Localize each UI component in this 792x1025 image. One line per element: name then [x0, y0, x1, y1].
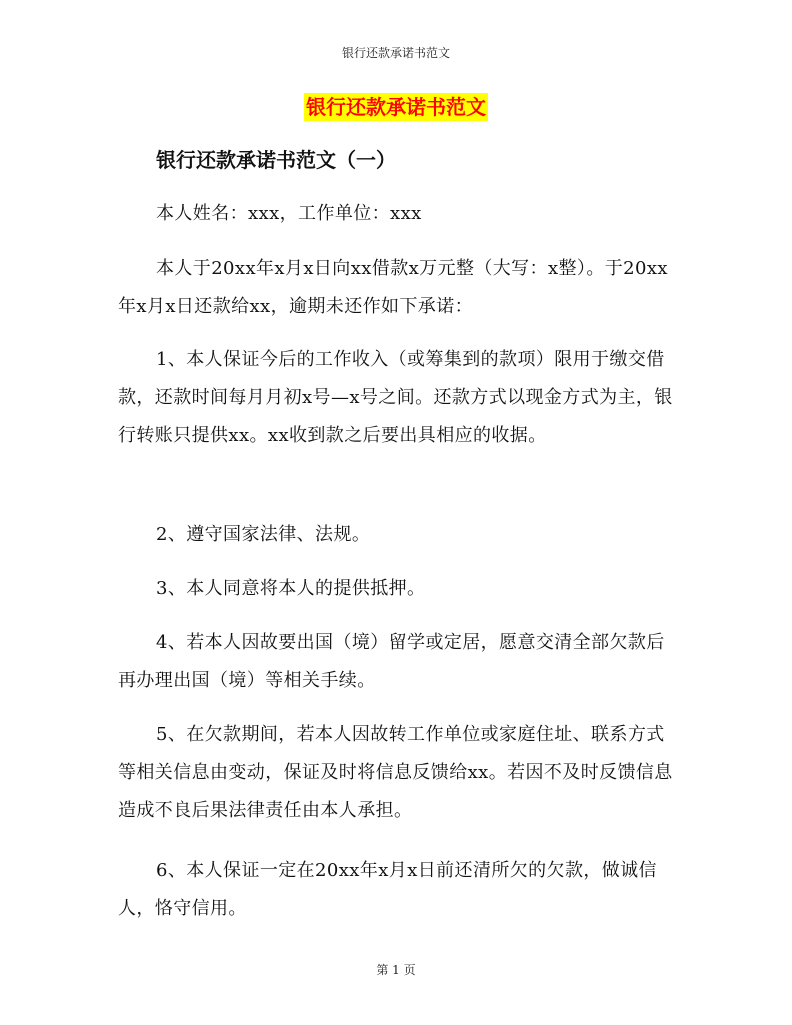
paragraph-text: 6、本人保证一定在20xx年x月x日前还清所欠的欠款，做诚信人，恪守信用。 [118, 860, 657, 919]
paragraph-item-6 [118, 852, 674, 928]
paragraph-item-3 [118, 570, 674, 608]
paragraph-text: 5、在欠款期间，若本人因故转工作单位或家庭住址、联系方式等相关信息由变动，保证及时将信息反馈给xx。若因不及时反馈信息造成不良后果法律责任由本人承担。 [118, 724, 673, 821]
paragraph-text: 2、遵守国家法律、法规。 [156, 524, 371, 545]
paragraph-loan-statement [118, 250, 674, 326]
page-number: 第 1 页 [376, 963, 416, 977]
paragraph-text: 4、若本人因故要出国（境）留学或定居，愿意交清全部欠款后再办理出国（境）等相关手续。 [118, 632, 665, 691]
paragraph-item-5 [118, 716, 674, 830]
paragraph-item-1 [118, 341, 674, 455]
paragraph-item-4 [118, 624, 674, 700]
running-header: 银行还款承诺书范文 [341, 46, 450, 60]
paragraph-text: 本人于20xx年x月x日向xx借款x万元整（大写：x整）。于20xx年x月x日还款给xx，逾期未还作如下承诺： [118, 258, 668, 317]
paragraph-applicant-info [118, 195, 674, 233]
title-container [0, 93, 792, 121]
section-heading: 银行还款承诺书范文（一） [156, 148, 396, 172]
paragraph-item-2 [118, 516, 674, 554]
paragraph-text: 3、本人同意将本人的提供抵押。 [156, 578, 426, 599]
paragraph-text: 本人姓名：xxx，工作单位：xxx [156, 203, 422, 224]
paragraph-text: 1、本人保证今后的工作收入（或筹集到的款项）限用于缴交借款，还款时间每月月初x号—x号之间。还款方式以现金方式为主，银行转账只提供xx。xx收到款之后要出具相应的收据。 [118, 349, 673, 446]
document-title: 银行还款承诺书范文 [306, 95, 486, 119]
